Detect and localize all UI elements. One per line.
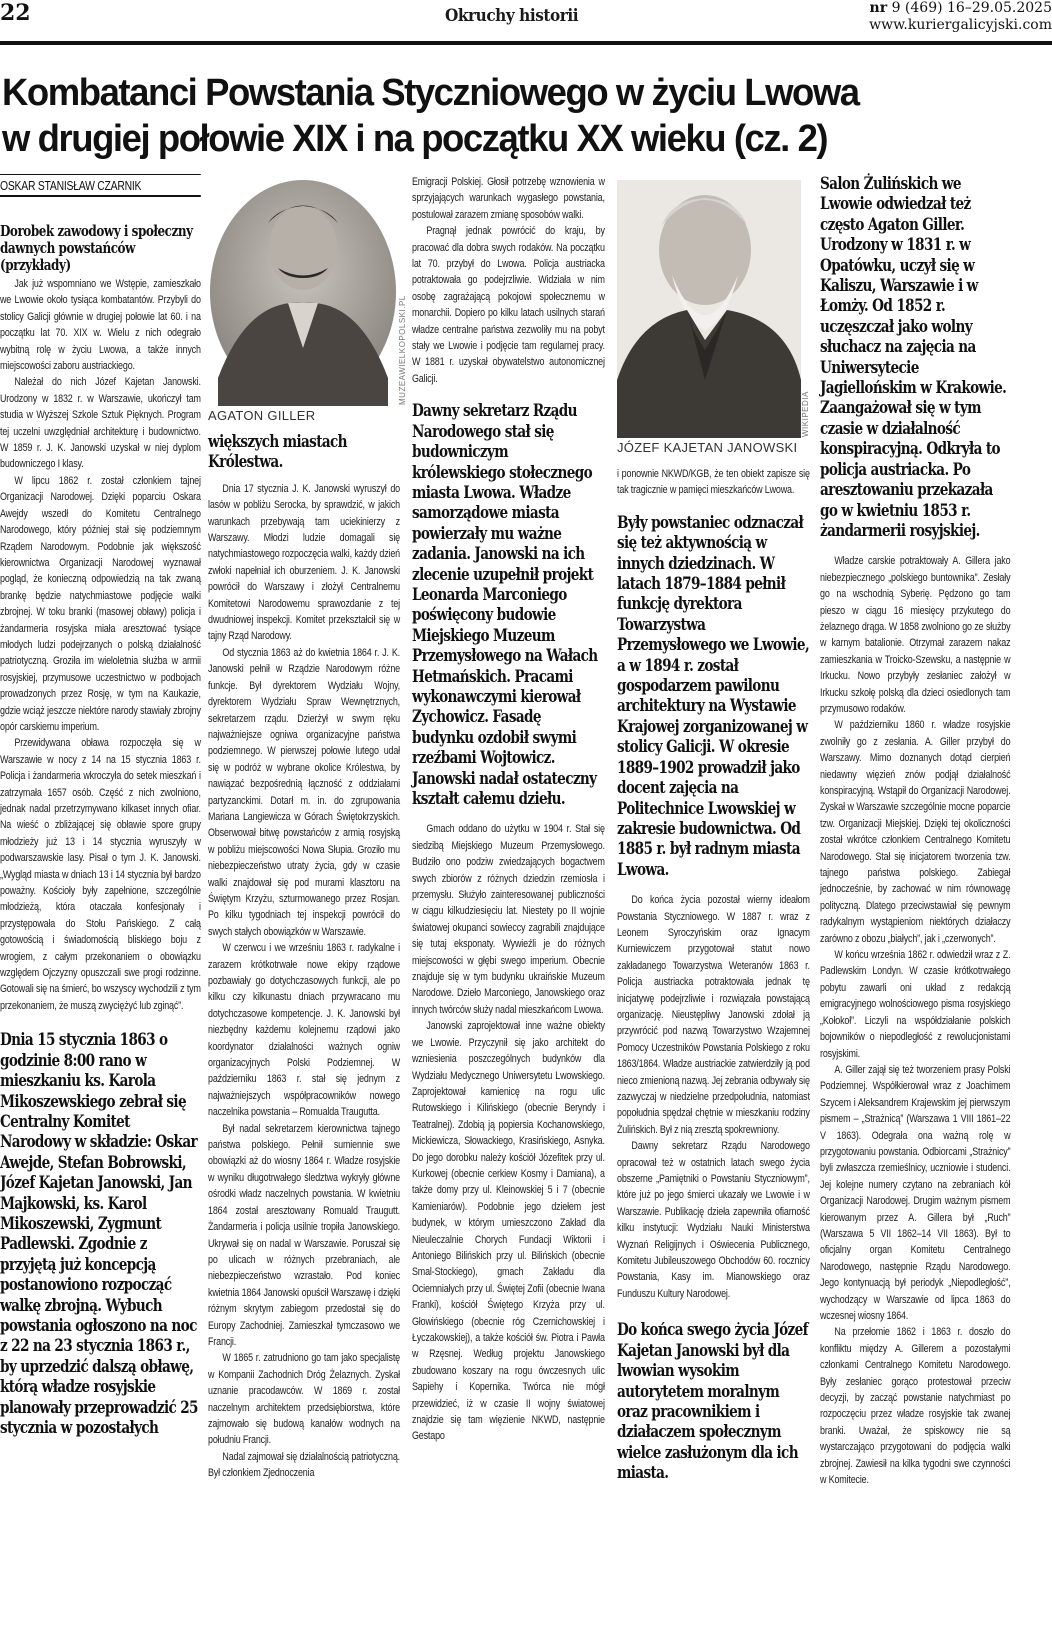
paragraph: W 1865 r. zatrudniono go tam jako specjalistę w Kompanii Zachodnich Dróg Żelaznych. Zyskał uznanie pracodawców. W 1869 r. został naczelnym architektem przedsiębiorstwa, które zajmowało się budową kanałów wodnych na południu Francji.	[208, 1352, 400, 1447]
photo-jozef-janowski	[617, 180, 801, 438]
header-rule	[0, 41, 1052, 45]
paragraph: Emigracji Polskiej. Głosił potrzebę wznowienia w sprzyjających warunkach wygasłego powstania, postulował zarazem zmianę sposobów walki.	[412, 176, 605, 221]
paragraph: W lipcu 1862 r. został członkiem tajnej Organizacji Narodowej. Dzięki poparciu Oskara Awejdy wszedł do Komitetu Centralnego Narodowego, który później stał się podziemnym Rządem Narodowym. Podobnie jak większość kierownictwa Organizacji Narodowej wyznawał pogląd, że konieczną odpowiedzią na tak zwaną brankę będzie natychmiastowe podjęcie walki zbrojnej. W toku branki (masowej obławy) policja i żandarmeria rosyjska miała aresztować tysiące młodych ludzi podejrzanych o polską działalność patriotyczną. Groziła im wieloletnia służba w armii rosyjskiej, przymusowe uczestnictwo w podbojach prowadzonych przez Rosję, w tym na Kaukazie, gdzie wciąż jeszcze niektóre narody stawiały zbrojny opór carskiemu imperium.	[0, 474, 201, 733]
paragraph: Gmach oddano do użytku w 1904 r. Stał się siedzibą Miejskiego Muzeum Przemysłowego. Budziło ono podziw zwiedzających bogactwem swych zbiorów z różnych dziedzin rzemiosła i przemysłu. Służyło zainteresowanej publiczności w ciągu kilkudziesięciu lat. Niestety po II wojnie światowej okupanci sowieccy zagrabili znajdujące się tutaj eksponaty. Wywieźli je do różnych miejscowości w głębi swego imperium. Obecnie znajduje się w tym budynku ukraińskie Muzeum Narodowe. Dzieło Marconiego, Janowskiego oraz innych twórców służy nadal mieszkańcom Lwowa.	[412, 823, 605, 1016]
paragraph: Do końca życia pozostał wierny ideałom Powstania Styczniowego. W 1887 r. wraz z Leonem Syroczyńskim oraz Ignacym Kurniewiczem przygotował statut nowo zakładanego Towarzystwa Weteranów 1863 r. Policja austriacka potraktowała jednak tę inicjatywę podejrzliwie i rozwiązała powstającą organizację. Nieustępliwy Janowski zdołał ją przywrócić pod nazwą Towarzystwo Wzajemnej Pomocy Uczestników Powstania Polskiego z roku 1863/1864. Władze austriackie zatwierdziły ją pod nieco zmienioną nazwą. Jej zebrania odbywały się zazwyczaj w niedzielne przedpołudnia, natomiast popołudnia spędzał chętnie w mieszkaniu rodziny Żulińskich. Był z nią zresztą spokrewniony.	[617, 894, 810, 1136]
title-line-2: w drugiej połowie XIX i na początku XX wieku (cz. 2)	[2, 118, 828, 160]
paragraph: W październiku 1860 r. władze rosyjskie zwolniły go z zesłania. A. Giller przybył do Warszawy. Mimo doznanych dotąd cierpień niedawny więzień znów podjął działalność konspiracyjną. Wstąpił do Organizacji Narodowej. Zyskał w Warszawie szczególnie mocne poparcie tzw. Organizacji Miejskiej. Dzięki tej okoliczności został wkrótce członkiem Centralnego Komitetu Narodowego. Stał się inicjatorem tworzenia tzw. tajnego państwa polskiego. Zabiegał jednocześnie, by zachować w nim równowagę polityczną. Dlatego przeciwstawiał się pewnym radykalnym wystąpieniom niektórych działaczy zarówno z obozu „białych”, jak i „czerwonych”.	[820, 719, 1011, 945]
paragraph: i ponownie NKWD/KGB, że ten obiekt zapisze się tak tragicznie w pamięci mieszkańców Lwowa.	[617, 468, 810, 497]
paragraph: Jak już wspomniano we Wstępie, zamieszkało we Lwowie około tysiąca kombatantów. Przybyli do stolicy Galicji głównie w drugiej połowie lat 60. i na początku lat 70. XIX w. Wielu z nich odegrało wybitną rolę w życiu Lwowa, a także innych miejscowości zaboru austriackiego.	[0, 278, 201, 373]
paragraph: Pragnął jednak powrócić do kraju, by pracować dla dobra swych rodaków. Na początku lat 70. przybył do Lwowa. Policja austriacka potraktowała go podejrzliwie. Widziała w nim osobę zagrażającą pokojowi społecznemu w monarchii. Dopiero po kilku latach usilnych starań władze centralne państwa zezwoliły mu na pobyt stały we Lwowie i podjęcie tam regularnej pracy. W 1881 r. uzyskał obywatelstwo autonomicznej Galicji.	[412, 225, 605, 385]
pull-quote-continued: większych miastach Królestwa.	[208, 432, 347, 473]
issue-prefix: nr	[869, 0, 888, 16]
paragraph: Należał do nich Józef Kajetan Janowski. Urodzony w 1832 r. w Warszawie, ukończył tam studia w Wyższej Szkole Sztuk Pięknych. Program tej uczelni uwzględniał architekturę i budownictwo. W 1859 r. J. K. Janowski uzyskał w niej dyplom budowniczego I klasy.	[0, 376, 201, 471]
paragraph: Janowski zaprojektował inne ważne obiekty we Lwowie. Przyczynił się jako architekt do wzniesienia poszczególnych budynków dla Wydziału Medycznego Uniwersytetu Lwowskiego. Zaprojektował kamienicę na rogu ulic Rutowskiego i Kilińskiego (obecnie Beryndy i Teatralnej). Zdobią ją popiersia Kochanowskiego, Mickiewicza, Słowackiego, Krasińskiego, Asnyka. Do jego dorobku należy kościół Józefitek przy ul. Kurkowej (obecnie cerkiew Kosmy i Damiana), a także domy przy ul. Kleinowskiej 5 i 7 (obecnie Kamieniarów). Podobnie jego dziełem jest budynek, w którym umieszczono Zakład dla Nieuleczalnie Chorych Fundacji Wiktorii i Antoniego Bilińskich przy ul. Bilińskich (obecnie Smal-Stockiego), gmach Zakładu dla Ociemniałych przy ul. Świętej Zofii (obecnie Iwana Franki), kościół Świętego Krzyża przy ul. Głowińskiego (obecnie róg Czernichowskiej i Łyczakowskiej), a także kościół św. Piotra i Pawła w Rzęsnej. Według projektu Janowskiego zbudowano koszary na rogu ówczesnych ulic Sapiehy i Kopernika. Twórca nie mógł przewidzieć, iż w czasie II wojny światowej znajdzie się tam więzienie NKWD, następnie Gestapo	[412, 1020, 605, 1443]
page-number: 22	[0, 0, 31, 26]
website-link[interactable]: www.kuriergalicyjski.com	[869, 17, 1052, 33]
pull-quote: Do końca swego życia Józef Kajetan Janowski był dla lwowian wysokim autorytetem moralnym oraz pracownikiem i działaczem społecznym wielce zasłużonym dla ich miasta.	[617, 1320, 808, 1484]
section-title: Okruchy historii	[445, 6, 579, 26]
section-subheading: Dorobek zawodowy i społeczny dawnych powstańców (przykłady)	[0, 222, 193, 274]
photo-caption-giller: AGATON GILLER	[208, 408, 316, 423]
column-4	[617, 466, 810, 1484]
paragraph: Od stycznia 1863 aż do kwietnia 1864 r. J. K. Janowski pełnił w Rządzie Narodowym różne funkcje. Był dyrektorem Wydziału Wojny, dyrektorem Wydziału Spraw Wewnętrznych, sekretarzem rządu. Dzierżył w swym ręku najważniejsze ogniwa organizacyjne państwa podziemnego. W pierwszej połowie lutego udał się w podróż w wybrane okolice Królestwa, by nawiązać bezpośrednią łączność z oddziałami partyzanckimi. Dotarł m. in. do zgrupowania Mariana Langiewicza w Górach Świętokrzyskich. Obserwował bitwę powstańców z armią rosyjską w pobliżu miejscowości Nowa Słupia. Groziło mu niebezpieczeństwo utraty życia, gdy w czasie walki znajdował się pod murami klasztoru na Świętym Krzyżu, szturmowanego przez Rosjan. Po kilku tygodniach tej inspekcji powrócił do swych stałych obowiązków w Warszawie.	[208, 646, 400, 938]
column-2	[208, 432, 400, 1482]
photo-caption-janowski: JÓZEF KAJETAN JANOWSKI	[617, 440, 798, 455]
author-byline: OSKAR STANISŁAW CZARNIK	[0, 174, 201, 197]
paragraph: Nadal zajmował się działalnością patriotyczną. Był członkiem Zjednoczenia	[208, 1450, 400, 1480]
paragraph: A. Giller zajął się też tworzeniem prasy Polski Podziemnej. Współkierował wraz z Joachimem Szycem i Aleksandrem Krajewskim jej pierwszym pismem – „Strażnicą” (Warszawa 1 VIII 1861–22 V 1863). Odegrała ona ważną rolę w przygotowaniu powstania. Odbiorcami „Strażnicy” byli zwłaszcza rzemieślnicy, uczniowie i studenci. Jej kolejne numery czytano na zebraniach kół Organizacji Narodowej. Drugim ważnym pismem kierowanym przez A. Gillera był „Ruch” (Warszawa 5 VII 1862–14 VII 1863). Był to oficjalny organ Komitetu Centralnego Narodowego, następnie Rządu Narodowego. Jego kontynuacją był periodyk „Niepodległość”, wychodzący w Warszawie od lipca 1863 do wczesnej wiosny 1864.	[820, 1063, 1011, 1322]
paragraph: Na przełomie 1862 i 1863 r. doszło do konfliktu między A. Gillerem a pozostałymi członkami Centralnego Komitetu Narodowego. Były zesłaniec gorąco protestował przeciw decyzji, by zacząć powstanie natychmiast po rozpoczęciu przez władze rosyjskie tak zwanej branki. Uważał, że spiskowcy nie są wystarczająco przygotowani do podjęcia walki zbrojnej. Zawiesił na kilka tygodni swe czynności w Komitecie.	[820, 1326, 1011, 1487]
paragraph: Dawny sekretarz Rządu Narodowego opracował też w ostatnich latach swego życia obszerne „Pamiętniki o Powstaniu Styczniowym”, które już po jego śmierci ukazały we Lwowie i w Warszawie. Publikację dzieła zapewniła ofiarność kilku instytucji: Wydziału Nauki Ministerstwa Wyznań Religijnych i Oświecenia Publicznego, Komitetu Jubileuszowego Obchodów 60. rocznicy Powstania, Kasy im. Mianowskiego oraz Funduszu Kultury Narodowej.	[617, 1140, 810, 1300]
pull-quote: Dnia 15 stycznia 1863 o godzinie 8:00 rano w mieszkaniu ks. Karola Mikoszewskiego zebrał się Centralny Komitet Narodowy w składzie: Oskar Awejde, Stefan Bobrowski, Józef Kajetan Janowski, Jan Majkowski, ks. Karol Mikoszewski, Zygmunt Padlewski. Zgodnie z przyjętą już koncepcją postanowiono rozpocząć walkę zbrojną. Wybuch powstania ogłoszono na noc z 22 na 23 stycznia 1863 r., by uprzedzić dalszą obławę, którą władze rosyjskie planowały przeprowadzić 25 stycznia w pozostałych	[0, 1030, 198, 1438]
pull-quote: Dawny sekretarz Rządu Narodowego stał się budowniczym królewskiego stołecznego miasta Lwowa. Władze samorządowe miasta powierzały mu ważne zadania. Janowski na ich zlecenie uzupełnił projekt Leonarda Marconiego poświęcony budowie Miejskiego Muzeum Przemysłowego na Wałach Hetmańskich. Pracami wykonawczymi kierował Zychowicz. Fasadę budynku ozdobił swymi rzeźbami Wojtowicz. Janowski nadał ostateczny kształt całemu dziełu.	[412, 401, 598, 809]
column-3	[412, 174, 605, 1445]
paragraph: W końcu września 1862 r. odwiedził wraz z Z. Padlewskim Londyn. W czasie krótkotrwałego pobytu zawarli oni układ z redakcją emigracyjnego wolnościowego pisma rosyjskiego „Kołokoł”. Liczyli na współdziałanie polskich bojowników o niepodległość z rewolucjonistami rosyjskimi.	[820, 949, 1011, 1060]
photo-agaton-giller	[208, 178, 398, 406]
paragraph: Dnia 17 stycznia J. K. Janowski wyruszył do lasów w pobliżu Serocka, by sprawdzić, w jakich warunkach przebywają tam uciekinierzy z Warszawy. Młodzi ludzie domagali się natychmiastowego rozpoczęcia walki, każdy dzień zwłoki napełniał ich oburzeniem. J. K. Janowski powrócił do Warszawy i złożył Centralnemu Komitetowi Narodowemu sprawozdanie z tej dwudniowej inspekcji. Komitet przekształcił się w tajny Rząd Narodowy.	[208, 482, 400, 643]
issue-number: 9 (469) 16–29.05.2025	[891, 0, 1052, 16]
column-5	[820, 174, 1010, 1488]
portrait-giller-image	[208, 178, 398, 406]
issue-info	[869, 0, 1052, 34]
title-line-1: Kombatanci Powstania Styczniowego w życiu Lwowa	[2, 72, 859, 114]
paragraph: Przewidywana obława rozpoczęła się w Warszawie w nocy z 14 na 15 stycznia 1863 r. Policja i żandarmeria wkroczyła do setek mieszkań i zatrzymała 1657 osób. Część z nich zwolniono, jednak nadal przetrzymywano kilkaset innych ofiar. Na wieść o zbliżającej się obławie spore grupy młodzieży już 13 i 14 stycznia wyruszyły w podwarszawskie lasy. Pisał o tym J. K. Janowski. „Wygląd miasta w dniach 13 i 14 stycznia był bardzo poważny. Kościoły były zapełnione, szczególnie młodzieżą, która otaczała konfesjonały i przystępowała do Stołu Pańskiego. Z całą gotowością i świadomością bliskiego boju z wrogiem, z całym przekonaniem o obowiązku względem Ojczyzny opuszczali swe progi rodzinne. Gotowali się na śmierć, bo wszyscy wychodzili z tym przekonaniem, że muszą zwyciężyć lub zginąć”.	[0, 737, 201, 1012]
article-title	[2, 70, 1048, 162]
photo-credit-janowski: WIKIPEDIA	[801, 391, 810, 437]
pull-quote: Były powstaniec odznaczał się też aktywnością w innych dziedzinach. W latach 1879–1884 pełnił funkcję dyrektora Towarzystwa Przemysłowego we Lwowie, a w 1894 r. został gospodarzem pawilonu architektury na Wystawie Krajowej zorganizowanej w stolicy Galicji. W okresie 1889–1902 prowadził jako docent zajęcia na Politechnice Lwowskiej w zakresie budownictwa. Od 1885 r. był radnym miasta Lwowa.	[617, 512, 810, 880]
paragraph: W czerwcu i we wrześniu 1863 r. radykalne i zarazem krótkotrwałe nowe ekipy rządowe pozbawiały go dotychczasowych funkcji, ale po kilku czy kilkunastu dniach przywracano mu dotychczasowe kompetencje. J. K. Janowski był niezbędny każdemu kolejnemu rządowi jako koordynator działalności ważnych ogniw organizacyjnych Polski Podziemnej. W październiku 1863 r. stał się jednym z najważniejszych współpracowników nowego naczelnika powstania – Romualda Traugutta.	[208, 942, 400, 1119]
paragraph: Był nadal sekretarzem kierownictwa tajnego państwa polskiego. Pełnił sumiennie swe obowiązki aż do wiosny 1864 r. Władze rosyjskie w wyniku długotrwałego śledztwa wykryły główne ośrodki władz naczelnych powstania. W kwietniu 1864 został aresztowany Romuald Traugutt. Żandarmeria i policja usilnie tropiła Janowskiego. Ukrywał się on nadal w Warszawie. Poruszał się po ulicach w różnych przebraniach, ale niebezpieczeństwo wzrastało. Pod koniec kwietnia 1864 Janowski opuścił Warszawę i dzięki różnym skrytym zabiegom przedostał się do Europy Zachodniej. Zamieszkał tymczasowo we Francji.	[208, 1122, 400, 1348]
paragraph: Władze carskie potraktowały A. Gillera jako niebezpiecznego „polskiego buntownika”. Zesłały go na wschodnią Syberię. Pędzono go tam pieszo w ciągu 16 miesięcy przykutego do żelaznego drąga. W 1858 zwolniono go ze służby w karnym batalionie. Otrzymał zarazem nakaz zamieszkania w Troicko-Szewsku, a następnie w Irkucku. Nowo przybyły zesłaniec założył w Irkucku szkołę polską dla dzieci osiedlonych tam przymusowo rodaków.	[820, 555, 1011, 715]
portrait-janowski-image	[617, 180, 801, 438]
pull-quote: Salon Żulińskich we Lwowie odwiedzał też często Agaton Giller. Urodzony w 1831 r. w Opatówku, uczył się w Kaliszu, Warszawie i w Łomży. Od 1852 r. uczęszczał jako wolny słuchacz na zajęcia na Uniwersytecie Jagiellońskim w Krakowie. Zaangażował się w tym czasie w działalność konspiracyjną. Odkryła to policja austriacka. Po aresztowaniu przekazała go w kwietniu 1853 r. żandarmerii rosyjskiej.	[820, 174, 1007, 541]
photo-credit-giller: MUZEAWIELKOPOLSKI.PL	[398, 295, 407, 405]
column-1	[0, 174, 201, 1438]
